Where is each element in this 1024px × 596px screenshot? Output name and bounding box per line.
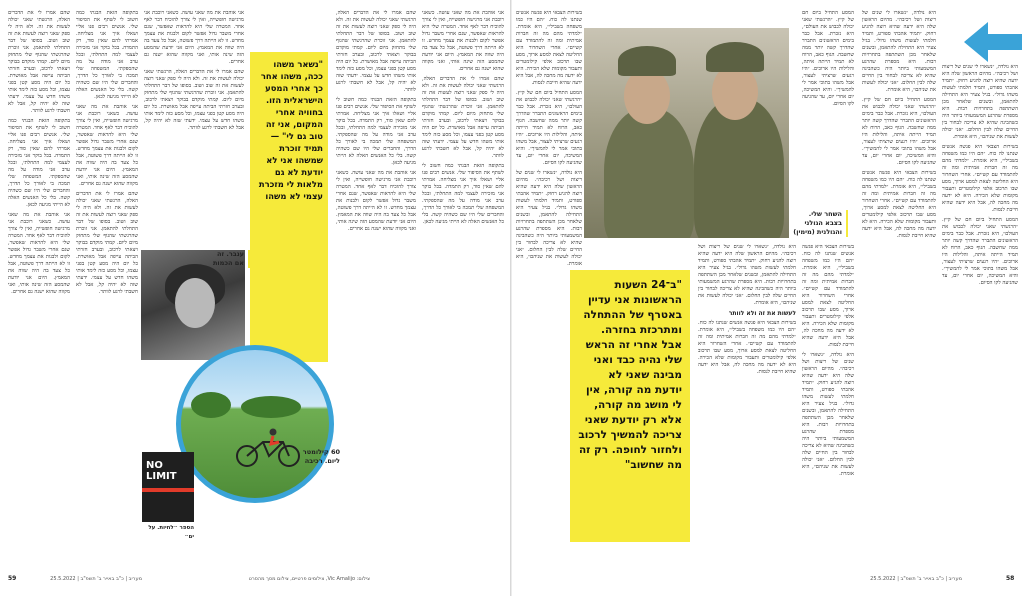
left-col2-text: בתקופה הזאת הבנתי כמה חשוב לי לשתף את הסיפור שלי. אנשים רבים פנו אליי ושאלו איך אני מצליחה. אמרתי להם שאין סוד, רק התמדה. בכל בוקר אני מזכירה לעצמי למה התחלתי, ובכל ערב אני מודה על מה שהספקתי. המשפחה שלי תמכה בי לאורך כל הדרך, והחברים שלי היו שם כשהיה קשה. בלי כל האנשים האלה לא הייתי מגיעה לכאן. <box>76 10 138 100</box>
left-page-credits: צילום: Vic Amalijo, צילומים פרטיים, צילום מסך מהסרט <box>248 576 370 582</box>
left-col5-text: אני אוהבת את מה שאני עושה. כשאני רוכבת אני מרגישה חופשייה, ואין לי צורך להוכיח דבר לאף אחד. המטרה שלי היא להראות שאפשר, שגם אחרי משבר גדול אפשר לקום ולבנות את עצמך מחדש. זו לא הייתה דרך פשוטה, אבל כל צעד בה היה שווה את המאמץ. היום אני יודעת שהמסע הזה שינה אותי, ואני מקווה שהוא ישנה גם אחרים. <box>422 10 504 72</box>
left-page-number: 59 <box>8 575 17 582</box>
portrait-face <box>175 278 215 328</box>
soldiers-photo-caption: השחר שלי. בצבא הגולני והגולנית (מימין) <box>792 210 848 237</box>
right-col3b-text-cont: היא נולדה, ״נשארו לי שנים של ריצות ושל רכיבה״. מהיום הראשון שלה היא ידעה שהיא רוצה להגיע רחוק. ״תמיד אהבתי ספורט, ותמיד חלמתי לעשות משהו גדול״. בגיל צעיר היא התחילה להתאמן, ובשנים שלאחר מכן השתתפה בתחרויות רבות. היא מספרת שהרגע המשמעותי ביותר היה כשהבינה שהיא לא צריכה לבחור בין החיים שלה לבין החלום. ״אני יכולה לעשות את שניהם״, היא אומרת. <box>802 352 854 477</box>
right-page <box>512 0 1024 596</box>
left-column-2 <box>76 10 138 570</box>
right-col4-text-cont2: בשירות הצבאי היא פגשה אנשים שנתנו לה כוח. ״הם היו כמו משפחה בשבילי״, היא אומרת. ״למדתי מהם מה זה חברות אמיתית ומה זה להתמודד עם קשיים״. אחרי השחרור היא החליטה לצאת למסע ארוך, מסע שבו תרכוב אלפי קילומטרים ותעבור מקומות שלא הכירה. היא לא ידעה מה מחכה לה, אבל היא ידעה שהיא חייבת לנסות. <box>862 170 936 239</box>
left-col3-text: אני אוהבת את מה שאני עושה. כשאני רוכבת אני מרגישה חופשייה, ואין לי צורך להוכיח דבר לאף אחד. המטרה שלי היא להראות שאפשר, שגם אחרי משבר גדול אפשר לקום ולבנות את עצמך מחדש. זו לא הייתה דרך פשוטה, אבל כל צעד בה היה שווה את המאמץ. היום אני יודעת שהמסע הזה שינה אותי, ואני מקווה שהוא ישנה גם אחרים. <box>144 10 244 65</box>
soldier-hat <box>618 46 676 76</box>
book-cover-caption: הספר ״לחיות. על ים״ <box>148 525 194 540</box>
soldier-face <box>712 64 758 120</box>
left-col4-text-cont: בתקופה הזאת הבנתי כמה חשוב לי לשתף את הסיפור שלי. אנשים רבים פנו אליי ושאלו איך אני מצליחה. אמרתי להם שאין סוד, רק התמדה. בכל בוקר אני מזכירה לעצמי למה התחלתי, ובכל ערב אני מודה על מה שהספקתי. המשפחה שלי תמכה בי לאורך כל הדרך, והחברים שלי היו שם כשהיה קשה. בלי כל האנשים האלה לא הייתי מגיעה לכאן. <box>336 97 416 166</box>
right-page-footer: מעריב | כ"ב באייר ב' תשפ"ב | 25.5.2022 <box>870 576 962 582</box>
book-cover-title: NO LIMIT <box>146 460 177 482</box>
left-column-5 <box>422 10 504 570</box>
left-col4-text-cont2: אני אוהבת את מה שאני עושה. כשאני רוכבת אני מרגישה חופשייה, ואין לי צורך להוכיח דבר לאף אחד. המטרה שלי היא להראות שאפשר, שגם אחרי משבר גדול אפשר לקום ולבנות את עצמך מחדש. זו לא הייתה דרך פשוטה, אבל כל צעד בה היה שווה את המאמץ. היום אני יודעת שהמסע הזה שינה אותי, ואני מקווה שהוא ישנה גם אחרים. <box>336 170 416 232</box>
left-col1-text: שהם אמרו לי את הדברים האלה, הרגשתי שאני יכולה לעשות את זה. ולא היה לי ספק שאני רוצה לעשות את זה שוב ושוב. בסופו של דבר התחלתי להתאמן. אני זוכרת שהרגשתי שהגוף שלי מתחזק מיום ליום. קמתי מוקדם בבוקר ויצאתי לרכוב, ובערב חזרתי הביתה עייפה אבל מאושרת. כל יום היה מסע קטן בפני עצמו, וכל מסע כזה לימד אותי משהו חדש על עצמי. ידעתי שזה לא יהיה קל, אבל לא חשבתי לרגע לוותר. <box>8 10 70 114</box>
left-col4-text: שהם אמרו לי את הדברים האלה, הרגשתי שאני יכולה לעשות את זה. ולא היה לי ספק שאני רוצה לעשות את זה שוב ושוב. בסופו של דבר התחלתי להתאמן. אני זוכרת שהרגשתי שהגוף שלי מתחזק מיום ליום. קמתי מוקדם בבוקר ויצאתי לרכוב, ובערב חזרתי הביתה עייפה אבל מאושרת. כל יום היה מסע קטן בפני עצמו, וכל מסע כזה לימד אותי משהו חדש על עצמי. ידעתי שזה לא יהיה קל, אבל לא חשבתי לרגע לוותר. <box>336 10 416 93</box>
right-col2-text-cont: בשירות הצבאי היא פגשה אנשים שנתנו לה כוח. ״הם היו כמו משפחה בשבילי״, היא אומרת. ״למדתי מהם מה זה חברות אמיתית ומה זה להתמודד עם קשיים״. אחרי השחרור היא החליטה לצאת למסע ארוך, מסע שבו תרכוב אלפי קילומטרים ותעבור מקומות שלא הכירה. היא לא ידעה מה מחכה לה, אבל היא ידעה שהיא חייבת לנסות. <box>698 320 796 375</box>
cycling-photo <box>176 345 334 503</box>
right-column-2 <box>698 244 796 566</box>
right-column-5 <box>942 64 1018 566</box>
right-column-3-top <box>802 10 854 210</box>
book-cover <box>142 452 194 522</box>
right-col1-text-cont2: היא נולדה, ״נשארו לי שנים של ריצות ושל רכיבה״. מהיום הראשון שלה היא ידעה שהיא רוצה להגיע רחוק. ״תמיד אהבתי ספורט, ותמיד חלמתי לעשות משהו גדול״. בגיל צעיר היא התחילה להתאמן, ובשנים שלאחר מכן השתתפה בתחרויות רבות. היא מספרת שהרגע המשמעותי ביותר היה כשהבינה שהיא לא צריכה לבחור בין החיים שלה לבין החלום. ״אני יכולה לעשות את שניהם״, היא אומרת. <box>516 170 582 267</box>
left-col2-text-cont2: שהם אמרו לי את הדברים האלה, הרגשתי שאני יכולה לעשות את זה. ולא היה לי ספק שאני רוצה לעשות את זה שוב ושוב. בסופו של דבר התחלתי להתאמן. אני זוכרת שהרגשתי שהגוף שלי מתחזק מיום ליום. קמתי מוקדם בבוקר ויצאתי לרכוב, ובערב חזרתי הביתה עייפה אבל מאושרת. כל יום היה מסע קטן בפני עצמו, וכל מסע כזה לימד אותי משהו חדש על עצמי. ידעתי שזה לא יהיה קל, אבל לא חשבתי לרגע לוותר. <box>76 191 138 295</box>
left-col2-text-cont: אני אוהבת את מה שאני עושה. כשאני רוכבת אני מרגישה חופשייה, ואין לי צורך להוכיח דבר לאף אחד. המטרה שלי היא להראות שאפשר, שגם אחרי משבר גדול אפשר לקום ולבנות את עצמך מחדש. זו לא הייתה דרך פשוטה, אבל כל צעד בה היה שווה את המאמץ. היום אני יודעת שהמסע הזה שינה אותי, ואני מקווה שהוא ישנה גם אחרים. <box>76 104 138 187</box>
left-page-footer: מעריב | כ"ב באייר ב' תשפ"ב | 25.5.2022 <box>50 576 142 582</box>
right-col4-text: היא נולדה, ״נשארו לי שנים של ריצות ושל רכיבה״. מהיום הראשון שלה היא ידעה שהיא רוצה להגיע רחוק. ״תמיד אהבתי ספורט, ותמיד חלמתי לעשות משהו גדול״. בגיל צעיר היא התחילה להתאמן, ובשנים שלאחר מכן השתתפה בתחרויות רבות. היא מספרת שהרגע המשמעותי ביותר היה כשהבינה שהיא לא צריכה לבחור בין החיים שלה לבין החלום. ״אני יכולה לעשות את שניהם״, היא אומרת. <box>862 10 936 93</box>
left-column-4 <box>336 10 416 570</box>
right-column-3-bottom <box>802 244 854 566</box>
soldier-hat <box>706 42 764 72</box>
left-col5-text-cont2: בתקופה הזאת הבנתי כמה חשוב לי לשתף את הסיפור שלי. אנשים רבים פנו אליי ושאלו איך אני מצליחה. אמרתי להם שאין סוד, רק התמדה. בכל בוקר אני מזכירה לעצמי למה התחלתי, ובכל ערב אני מודה על מה שהספקתי. המשפחה שלי תמכה בי לאורך כל הדרך, והחברים שלי היו שם כשהיה קשה. בלי כל האנשים האלה לא הייתי מגיעה לכאן. <box>422 163 504 225</box>
right-col5-text-cont: בשירות הצבאי היא פגשה אנשים שנתנו לה כוח. ״הם היו כמו משפחה בשבילי״, היא אומרת. ״למדתי מהם מה זה חברות אמיתית ומה זה להתמודד עם קשיים״. אחרי השחרור היא החליטה לצאת למסע ארוך, מסע שבו תרכוב אלפי קילומטרים ותעבור מקומות שלא הכירה. היא לא ידעה מה מחכה לה, אבל היא ידעה שהיא חייבת לנסות. <box>942 144 1018 213</box>
left-column-3 <box>144 10 244 245</box>
tree-shape <box>191 392 231 418</box>
soldiers-photo <box>584 28 789 238</box>
right-column-4 <box>862 10 936 566</box>
soldier-figure <box>604 108 694 238</box>
right-col3-text: המסע התחיל ביום חם של קיץ. ״הרגשתי שאני יכולה לכבוש את העולם״, היא נזכרת. אבל כבר בימים הראשונים התברר שהדרך קשה יותר ממה שחשבה. הגוף כאב, הרוח לא תמיד הייתה איתה, והלילות היו ארוכים. ״היו רגעים שרציתי לעצור, אבל משהו בתוכי אמר לי להמשיך״. והיא המשיכה, יום אחרי יום, עד שהגיעה לקו הסיום. <box>802 10 854 107</box>
right-pull-quote: "ב־24 השעות הראשונות אני עדיין באטרף של ההתחלה ומתרכזת בחזרה. אבל אחרי זה הראש שלי נהיה כבד ואני מבינה שאני לא יודעת מה קורה, אין לי מושג מה קורה, אלא רק יודעת שאני צריכה להמשיך לרכוב ולחזור לחופה. רק זה מה שחשוב" <box>570 270 690 542</box>
right-col1-text-cont: המסע התחיל ביום חם של קיץ. ״הרגשתי שאני יכולה לכבוש את העולם״, היא נזכרת. אבל כבר בימים הראשונים התברר שהדרך קשה יותר ממה שחשבה. הגוף כאב, הרוח לא תמיד הייתה איתה, והלילות היו ארוכים. ״היו רגעים שרציתי לעצור, אבל משהו בתוכי אמר לי להמשיך״. והיא המשיכה, יום אחרי יום, עד שהגיעה לקו הסיום. <box>516 90 582 166</box>
right-col3b-text: בשירות הצבאי היא פגשה אנשים שנתנו לה כוח. ״הם היו כמו משפחה בשבילי״, היא אומרת. ״למדתי מהם מה זה חברות אמיתית ומה זה להתמודד עם קשיים״. אחרי השחרור היא החליטה לצאת למסע ארוך, מסע שבו תרכוב אלפי קילומטרים ותעבור מקומות שלא הכירה. היא לא ידעה מה מחכה לה, אבל היא ידעה שהיא חייבת לנסות. <box>802 244 854 348</box>
left-column-1 <box>8 10 70 570</box>
book-cover-stripe <box>142 488 194 492</box>
soldier-face <box>624 68 670 124</box>
right-col4-text-cont: המסע התחיל ביום חם של קיץ. ״הרגשתי שאני יכולה לכבוש את העולם״, היא נזכרת. אבל כבר בימים הראשונים התברר שהדרך קשה יותר ממה שחשבה. הגוף כאב, הרוח לא תמיד הייתה איתה, והלילות היו ארוכים. ״היו רגעים שרציתי לעצור, אבל משהו בתוכי אמר לי להמשיך״. והיא המשיכה, יום אחרי יום, עד שהגיעה לקו הסיום. <box>862 97 936 166</box>
right-col2-text: היא נולדה, ״נשארו לי שנים של ריצות ושל רכיבה״. מהיום הראשון שלה היא ידעה שהיא רוצה להגיע רחוק. ״תמיד אהבתי ספורט, ותמיד חלמתי לעשות משהו גדול״. בגיל צעיר היא התחילה להתאמן, ובשנים שלאחר מכן השתתפה בתחרויות רבות. היא מספרת שהרגע המשמעותי ביותר היה כשהבינה שהיא לא צריכה לבחור בין החיים שלה לבין החלום. ״אני יכולה לעשות את שניהם״, היא אומרת. <box>698 244 796 306</box>
left-col5-text-cont: שהם אמרו לי את הדברים האלה, הרגשתי שאני יכולה לעשות את זה. ולא היה לי ספק שאני רוצה לעשות את זה שוב ושוב. בסופו של דבר התחלתי להתאמן. אני זוכרת שהרגשתי שהגוף שלי מתחזק מיום ליום. קמתי מוקדם בבוקר ויצאתי לרכוב, ובערב חזרתי הביתה עייפה אבל מאושרת. כל יום היה מסע קטן בפני עצמו, וכל מסע כזה לימד אותי משהו חדש על עצמי. ידעתי שזה לא יהיה קל, אבל לא חשבתי לרגע לוותר. <box>422 76 504 159</box>
cycling-caption: 60 קילומטר ליום. רכיבה <box>302 448 340 465</box>
tree-shape <box>241 396 301 418</box>
left-pull-quote: "נשאר משהו ככה, משהו אחר כך אחרי המסע הישראלית הזו. בחוויה אחרי המקום, אני זה טוב גם לי" — תמיד זוכרת שמשהו אני לא יודעת לא גם מלאות לי מזכרת עצמי לא משהו <box>250 52 328 362</box>
right-col1-text: בשירות הצבאי היא פגשה אנשים שנתנו לה כוח. ״הם היו כמו משפחה בשבילי״, היא אומרת. ״למדתי מהם מה זה חברות אמיתית ומה זה להתמודד עם קשיים״. אחרי השחרור היא החליטה לצאת למסע ארוך, מסע שבו תרכוב אלפי קילומטרים ותעבור מקומות שלא הכירה. היא לא ידעה מה מחכה לה, אבל היא ידעה שהיא חייבת לנסות. <box>516 10 582 86</box>
left-col1-text-cont: בתקופה הזאת הבנתי כמה חשוב לי לשתף את הסיפור שלי. אנשים רבים פנו אליי ושאלו איך אני מצליחה. אמרתי להם שאין סוד, רק התמדה. בכל בוקר אני מזכירה לעצמי למה התחלתי, ובכל ערב אני מודה על מה שהספקתי. המשפחה שלי תמכה בי לאורך כל הדרך, והחברים שלי היו שם כשהיה קשה. בלי כל האנשים האלה לא הייתי מגיעה לכאן. <box>8 118 70 208</box>
bicycle-icon <box>233 428 303 468</box>
portrait-caption: ענבר. זה אם הכמות <box>206 250 250 268</box>
arrow-left-icon[interactable] <box>960 20 1024 64</box>
left-col1-text-cont2: אני אוהבת את מה שאני עושה. כשאני רוכבת אני מרגישה חופשייה, ואין לי צורך להוכיח דבר לאף אחד. המטרה שלי היא להראות שאפשר, שגם אחרי משבר גדול אפשר לקום ולבנות את עצמך מחדש. זו לא הייתה דרך פשוטה, אבל כל צעד בה היה שווה את המאמץ. היום אני יודעת שהמסע הזה שינה אותי, ואני מקווה שהוא ישנה גם אחרים. <box>8 212 70 295</box>
right-subhead: לעשות את זה ולא לוותר <box>728 310 796 317</box>
right-col5-text-cont2: המסע התחיל ביום חם של קיץ. ״הרגשתי שאני יכולה לכבוש את העולם״, היא נזכרת. אבל כבר בימים הראשונים התברר שהדרך קשה יותר ממה שחשבה. הגוף כאב, הרוח לא תמיד הייתה איתה, והלילות היו ארוכים. ״היו רגעים שרציתי לעצור, אבל משהו בתוכי אמר לי להמשיך״. והיא המשיכה, יום אחרי יום, עד שהגיעה לקו הסיום. <box>942 217 1018 286</box>
left-col3-text-cont: שהם אמרו לי את הדברים האלה, הרגשתי שאני יכולה לעשות את זה. ולא היה לי ספק שאני רוצה לעשות את זה שוב ושוב. בסופו של דבר התחלתי להתאמן. אני זוכרת שהרגשתי שהגוף שלי מתחזק מיום ליום. קמתי מוקדם בבוקר ויצאתי לרכוב, ובערב חזרתי הביתה עייפה אבל מאושרת. כל יום היה מסע קטן בפני עצמו, וכל מסע כזה לימד אותי משהו חדש על עצמי. ידעתי שזה לא יהיה קל, אבל לא חשבתי לרגע לוותר. <box>144 69 244 131</box>
right-col5-text: היא נולדה, ״נשארו לי שנים של ריצות ושל רכיבה״. מהיום הראשון שלה היא ידעה שהיא רוצה להגיע רחוק. ״תמיד אהבתי ספורט, ותמיד חלמתי לעשות משהו גדול״. בגיל צעיר היא התחילה להתאמן, ובשנים שלאחר מכן השתתפה בתחרויות רבות. היא מספרת שהרגע המשמעותי ביותר היה כשהבינה שהיא לא צריכה לבחור בין החיים שלה לבין החלום. ״אני יכולה לעשות את שניהם״, היא אומרת. <box>942 64 1018 140</box>
right-page-number: 58 <box>1006 575 1015 582</box>
